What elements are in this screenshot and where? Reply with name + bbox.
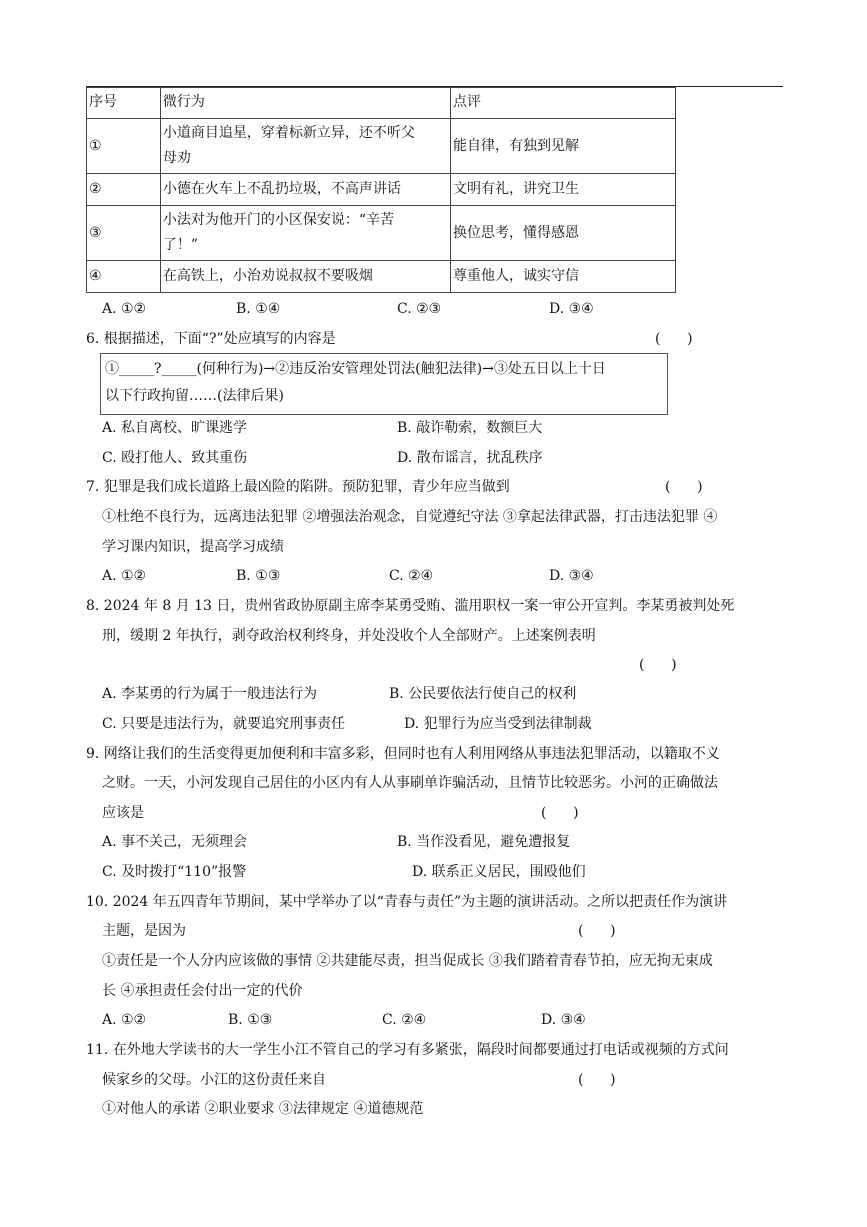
row-num: ④ <box>87 261 161 293</box>
row-num: ② <box>87 174 161 206</box>
q8-stem: 刑，缓期 2 年执行，剥夺政治权利终身，并处没收个人全部财产。上述案例表明 <box>102 628 596 644</box>
q9-stem: 9. 网络让我们的生活变得更加便利和丰富多彩，但同时也有人利用网络从事违法犯罪活动，以籍取不义 <box>86 746 720 762</box>
row-behavior-line: 母劝 <box>162 150 191 166</box>
q7-items: 学习课内知识，提高学习成绩 <box>102 539 284 555</box>
row-behavior: 小德在火车上不乱扔垃圾，不高声讲话 <box>160 174 450 206</box>
q5-option-c[interactable]: C. ②③ <box>397 301 442 317</box>
q7-option-d[interactable]: D. ③④ <box>549 568 594 584</box>
q7-option-b[interactable]: B. ①③ <box>236 568 281 584</box>
q9-answer-blank[interactable]: ( ) <box>541 805 579 821</box>
header-num: 序号 <box>87 88 161 119</box>
q8-stem: 8. 2024 年 8 月 13 日，贵州省政协原副主席李某勇受贿、滥用职权一案一审公开宣判。李某勇被判处死 <box>86 598 735 614</box>
q10-items: 长 ④承担责任会付出一定的代价 <box>102 983 303 999</box>
behavior-table <box>86 87 676 293</box>
table-row <box>87 119 676 174</box>
q7-stem: 7. 犯罪是我们成长道路上最凶险的陷阱。预防犯罪，青少年应当做到 <box>86 479 510 495</box>
q8-option-b[interactable]: B. 公民要依法行使自己的权利 <box>389 686 577 702</box>
q10-stem: 主题，是因为 <box>102 923 186 939</box>
q6-flow-line: ①_____?_____(何种行为)→②违反治安管理处罚法(触犯法律)→③处五日以上十日 <box>105 361 606 377</box>
q6-answer-blank[interactable]: ( ) <box>655 331 693 347</box>
row-behavior-line: 了！” <box>162 237 199 253</box>
q11-stem: 候家乡的父母。小江的这份责任来自 <box>102 1072 326 1088</box>
q10-option-c[interactable]: C. ②④ <box>382 1012 427 1028</box>
table-row <box>87 261 676 293</box>
q10-items: ①责任是一个人分内应该做的事情 ②共建能尽责，担当促成长 ③我们踏着青春节拍，应无拘无束成 <box>102 953 713 969</box>
q11-stem: 11. 在外地大学读书的大一学生小江不管自己的学习有多紧张，隔段时间都要通过打电话或视频的方式问 <box>86 1042 729 1058</box>
row-comment: 能自律，有独到见解 <box>450 119 675 174</box>
q9-stem: 应该是 <box>102 805 144 821</box>
row-behavior-line: 小法对为他开门的小区保安说：“辛苦 <box>162 212 395 228</box>
header-comment: 点评 <box>450 88 675 119</box>
row-comment: 文明有礼，讲究卫生 <box>450 174 675 206</box>
row-comment: 尊重他人，诚实守信 <box>450 261 675 293</box>
q7-answer-blank[interactable]: ( ) <box>665 479 703 495</box>
q6-stem: 6. 根据描述，下面“?”处应填写的内容是 <box>86 331 336 347</box>
q9-stem: 之财。一天，小河发现自己居住的小区内有人从事刷单诈骗活动，且情节比较恶劣。小河的正确做法 <box>102 775 718 791</box>
q8-option-c[interactable]: C. 只要是违法行为，就要追究刑事责任 <box>102 716 346 732</box>
row-behavior: 在高铁上，小治劝说叔叔不要吸烟 <box>160 261 450 293</box>
q9-option-c[interactable]: C. 及时拨打“110”报警 <box>102 864 247 880</box>
q11-items: ①对他人的承诺 ②职业要求 ③法律规定 ④道德规范 <box>102 1101 424 1117</box>
table-row <box>87 174 676 206</box>
q5-option-b[interactable]: B. ①④ <box>236 301 281 317</box>
q6-flow-line: 以下行政拘留……(法律后果) <box>105 388 284 404</box>
q6-flow-box <box>100 353 668 415</box>
q6-option-a[interactable]: A. 私自离校、旷课逃学 <box>102 420 248 436</box>
header-behavior: 微行为 <box>160 88 450 119</box>
row-num: ③ <box>87 206 161 261</box>
table-header-row <box>87 88 676 119</box>
table-row <box>87 206 676 261</box>
q5-option-a[interactable]: A. ①② <box>102 301 147 317</box>
q10-stem: 10. 2024 年五四青年节期间，某中学举办了以“青春与责任”为主题的演讲活动。之所以把责任作为演讲 <box>86 894 728 910</box>
row-behavior <box>160 119 450 174</box>
q7-option-c[interactable]: C. ②④ <box>389 568 434 584</box>
q10-option-a[interactable]: A. ①② <box>102 1012 147 1028</box>
q7-items: ①杜绝不良行为，远离违法犯罪 ②增强法治观念，自觉遵纪守法 ③拿起法律武器，打击违法犯罪 ④ <box>102 509 718 525</box>
q6-option-b[interactable]: B. 敲诈勒索，数额巨大 <box>397 420 543 436</box>
q7-option-a[interactable]: A. ①② <box>102 568 147 584</box>
q10-answer-blank[interactable]: ( ) <box>578 923 616 939</box>
q11-answer-blank[interactable]: ( ) <box>578 1072 616 1088</box>
row-num: ① <box>87 119 161 174</box>
q8-option-a[interactable]: A. 李某勇的行为属于一般违法行为 <box>102 686 318 702</box>
q9-option-a[interactable]: A. 事不关己，无须理会 <box>102 834 248 850</box>
q6-option-d[interactable]: D. 散布谣言，扰乱秩序 <box>397 450 543 466</box>
q8-answer-blank[interactable]: ( ) <box>639 657 677 673</box>
q5-option-d[interactable]: D. ③④ <box>549 301 594 317</box>
q8-option-d[interactable]: D. 犯罪行为应当受到法律制裁 <box>404 716 592 732</box>
q6-option-c[interactable]: C. 殴打他人、致其重伤 <box>102 450 248 466</box>
q9-option-d[interactable]: D. 联系正义居民，围殴他们 <box>412 864 586 880</box>
q10-option-d[interactable]: D. ③④ <box>541 1012 586 1028</box>
row-behavior <box>160 206 450 261</box>
row-behavior-line: 小道商目追星，穿着标新立异，还不听父 <box>162 125 415 141</box>
q10-option-b[interactable]: B. ①③ <box>228 1012 273 1028</box>
q9-option-b[interactable]: B. 当作没看见，避免遭报复 <box>397 834 571 850</box>
row-comment: 换位思考，懂得感恩 <box>450 206 675 261</box>
